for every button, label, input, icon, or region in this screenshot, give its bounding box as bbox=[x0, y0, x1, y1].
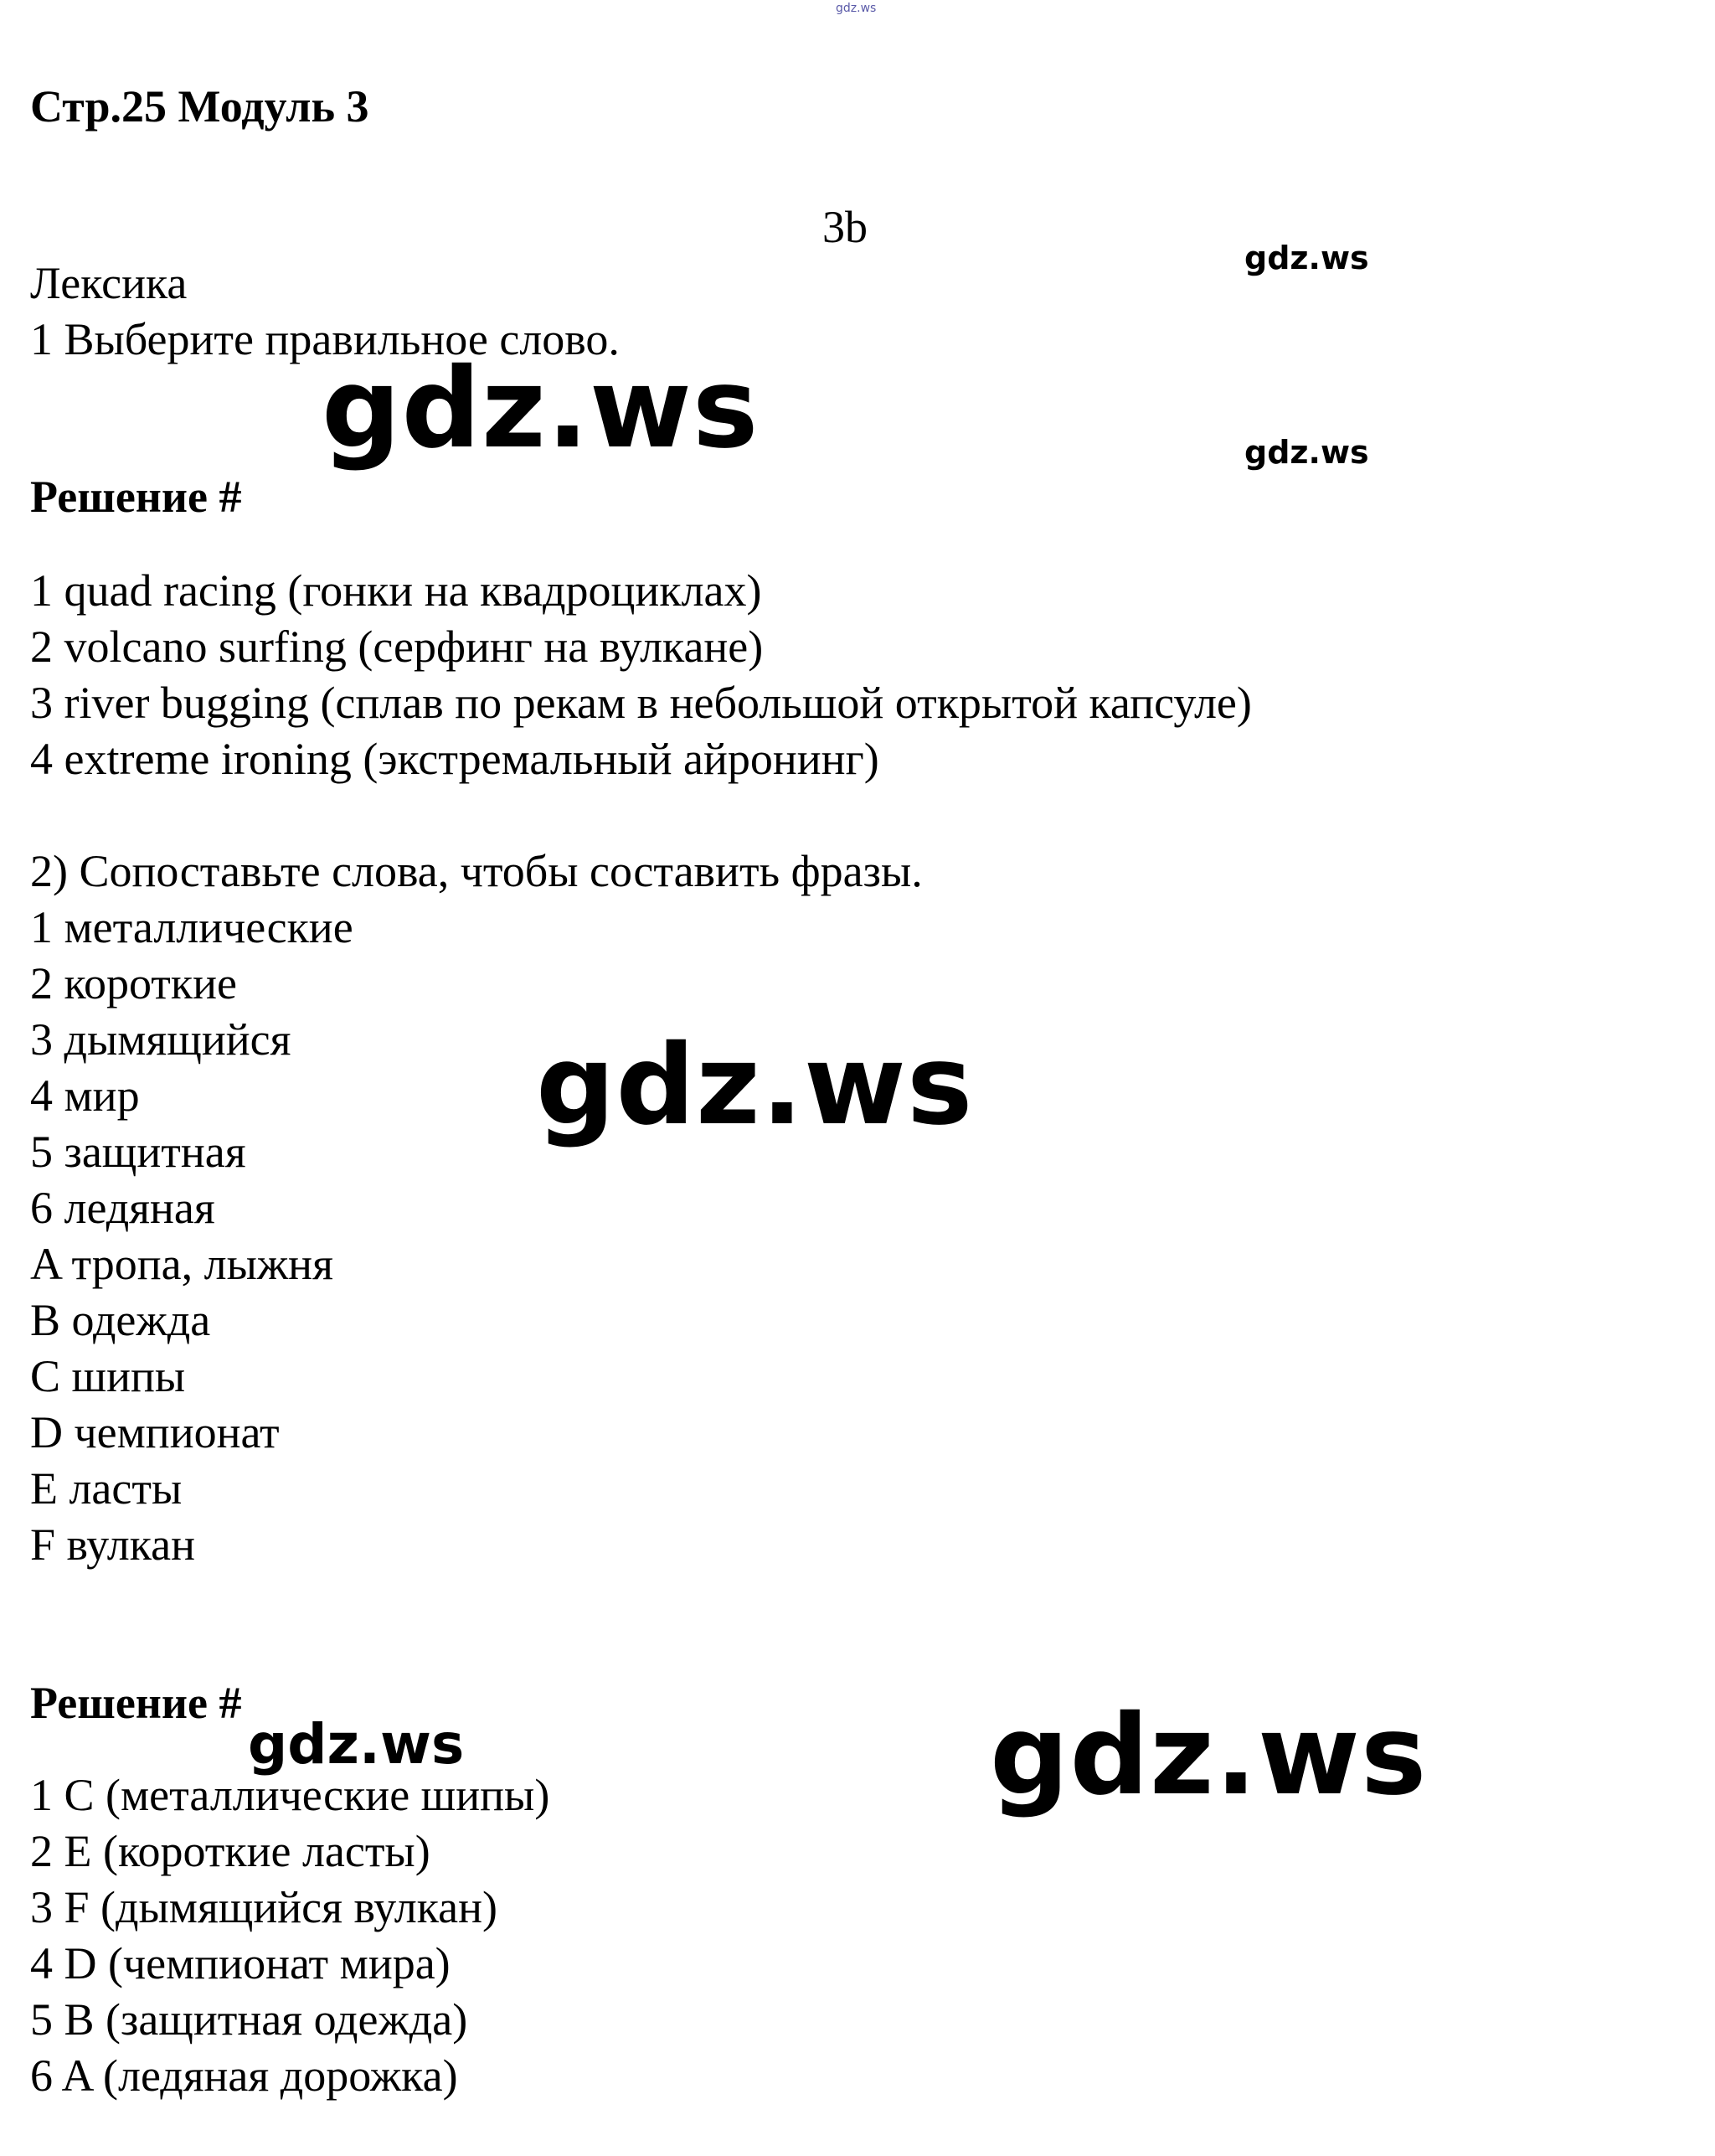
exercise2-solution-label: Решение # bbox=[30, 1678, 242, 1728]
watermark-large-3: gdz.ws bbox=[990, 1691, 1428, 1820]
list-item: F вулкан bbox=[30, 1519, 196, 1570]
list-item: D чемпионат bbox=[30, 1407, 280, 1457]
list-item: 4 мир bbox=[30, 1070, 140, 1121]
list-item: 5 B (защитная одежда) bbox=[30, 1994, 468, 2045]
list-item: C шипы bbox=[30, 1351, 186, 1401]
list-item: 3 дымящийся bbox=[30, 1014, 291, 1065]
list-item: 4 extreme ironing (экстремальный айронинг) bbox=[30, 734, 879, 784]
watermark-small-2: gdz.ws bbox=[1244, 434, 1369, 471]
list-item: E ласты bbox=[30, 1463, 183, 1514]
exercise2-answers bbox=[30, 1767, 549, 2104]
exercise1-solution-label: Решение # bbox=[30, 472, 242, 522]
exercise1-task: 1 Выберите правильное слово. bbox=[30, 314, 620, 364]
watermark-medium: gdz.ws bbox=[248, 1712, 465, 1777]
list-item: 1 quad racing (гонки на квадроциклах) bbox=[30, 565, 762, 616]
watermark-large-2: gdz.ws bbox=[536, 1021, 974, 1150]
exercise2-block bbox=[30, 843, 923, 1573]
list-item: 2 volcano surfing (серфинг на вулкане) bbox=[30, 622, 764, 672]
section-code: 3b bbox=[822, 202, 868, 252]
category-label: Лексика bbox=[30, 258, 188, 308]
watermark-top-tiny: gdz.ws bbox=[836, 2, 877, 15]
list-item: 6 A (ледяная дорожка) bbox=[30, 2050, 458, 2101]
list-item: A тропа, лыжня bbox=[30, 1239, 333, 1289]
watermark-large-1: gdz.ws bbox=[322, 344, 760, 473]
list-item: 3 river bugging (сплав по рекам в небольшой открытой капсуле) bbox=[30, 678, 1252, 728]
list-item: 2 E (короткие ласты) bbox=[30, 1826, 430, 1876]
page-title: Стр.25 Модуль 3 bbox=[30, 81, 369, 132]
list-item: 3 F (дымящийся вулкан) bbox=[30, 1882, 497, 1932]
list-item: B одежда bbox=[30, 1295, 211, 1345]
list-item: 1 металлические bbox=[30, 902, 353, 952]
list-item: 5 защитная bbox=[30, 1127, 246, 1177]
list-item: 6 ледяная bbox=[30, 1183, 215, 1233]
list-item: 1 C (металлические шипы) bbox=[30, 1770, 550, 1820]
list-item: 2 короткие bbox=[30, 958, 237, 1008]
list-item: 4 D (чемпионат мира) bbox=[30, 1938, 451, 1988]
watermark-small-1: gdz.ws bbox=[1244, 240, 1369, 276]
exercise1-answers bbox=[30, 563, 1252, 787]
exercise2-task: 2) Сопоставьте слова, чтобы составить фразы. bbox=[30, 846, 923, 896]
